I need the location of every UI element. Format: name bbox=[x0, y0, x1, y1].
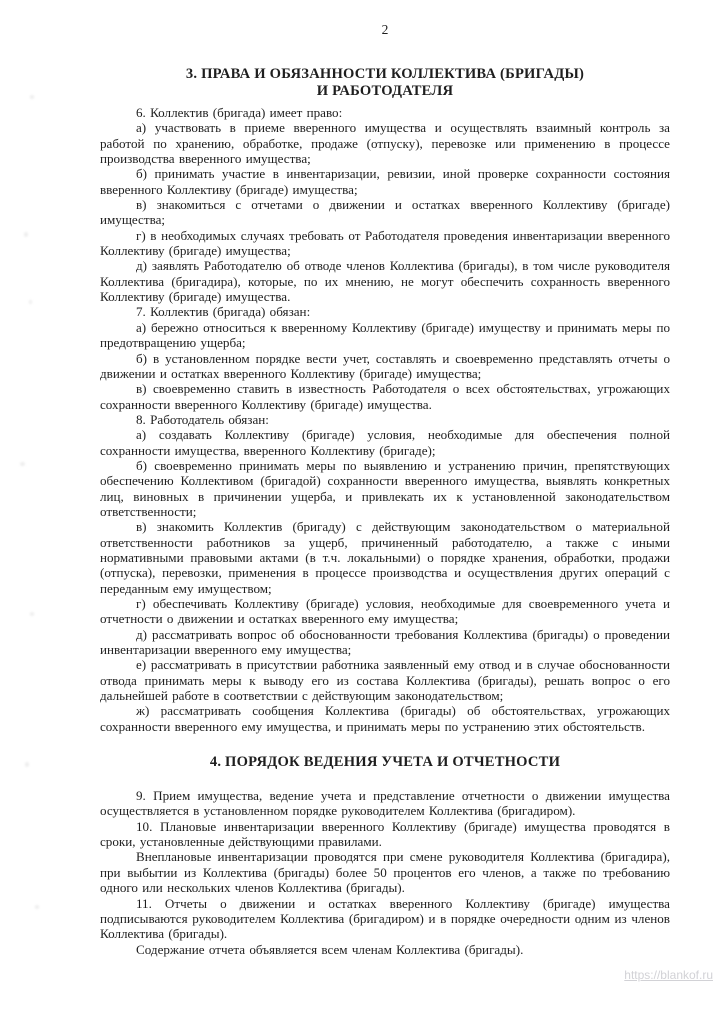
paragraph: 7. Коллектив (бригада) обязан: bbox=[136, 304, 311, 320]
paragraph: д) рассматривать вопрос об обоснованности требования Коллектива (бригады) о проведении инвентаризации вверенного ему имущества; bbox=[100, 626, 670, 658]
paragraph: а) бережно относиться к вверенному Коллективу (бригаде) имуществу и принимать меры по предотвращению ущерба; bbox=[100, 319, 670, 351]
paragraph: в) знакомиться с отчетами о движении и остатках вверенного Коллективу (бригаде) имущества; bbox=[100, 197, 670, 228]
paragraph: б) своевременно принимать меры по выявлению и устранению причин, препятствующих обеспечению Коллективом (бригадой) сохранности вверенного имущества, выявлять конкретных лиц, виновных в причинении ущерба, и привлекать их к установленной законодательством ответственности; bbox=[100, 457, 670, 519]
paragraph: а) создавать Коллективу (бригаде) условия, необходимые для обеспечения полной сохранности имущества, вверенного Коллективу (бригаде); bbox=[100, 427, 670, 458]
scan-speckle bbox=[30, 95, 34, 99]
scan-speckle bbox=[24, 232, 28, 237]
document-content bbox=[100, 22, 670, 957]
paragraph: г) обеспечивать Коллективу (бригаде) условия, необходимые для своевременного учета и отчетности о движении и остатках вверенного ему имущества; bbox=[100, 596, 670, 627]
paragraph: 10. Плановые инвентаризации вверенного Коллективу (бригаде) имущества проводятся в сроки, установленные действующими правилами. bbox=[100, 818, 670, 850]
paragraph: г) в необходимых случаях требовать от Работодателя проведения инвентаризации вверенного Коллективу (бригаде) имущества; bbox=[100, 227, 670, 259]
paragraph: 6. Коллектив (бригада) имеет право: bbox=[136, 105, 343, 120]
paragraph: 8. Работодатель обязан: bbox=[136, 411, 269, 427]
page-number: 2 bbox=[381, 22, 389, 37]
section-heading-line: 4. ПОРЯДОК ВЕДЕНИЯ УЧЕТА И ОТЧЕТНОСТИ bbox=[209, 754, 561, 771]
scan-speckle bbox=[20, 462, 25, 466]
scan-speckle bbox=[25, 762, 29, 767]
paragraph: е) рассматривать в присутствии работника заявленный ему отвод и в случае обоснованности отвода принимать меры к выводу его из состава Коллектива (бригады), решать вопрос о его дальнейшей работе в соответствии с действующим законодательством; bbox=[100, 657, 670, 704]
section-heading bbox=[100, 66, 670, 100]
paragraph: в) знакомить Коллектив (бригаду) с действующим законодательством о материальной ответственности работников за ущерб, причиненный работодателю, а также с иными нормативными правовыми актами (в т.ч. локальными) о порядке хранения, обработки, продажи (отпуска), перевозки, применения в процессе производства и осуществления других операций с переданным ему имуществом; bbox=[100, 519, 670, 596]
section-heading bbox=[100, 754, 670, 771]
scan-speckle bbox=[30, 612, 34, 616]
scan-speckle bbox=[35, 905, 39, 909]
paragraph: 11. Отчеты о движении и остатках вверенного Коллективу (бригаде) имущества подписываются руководителем Коллектива (бригадиром) и в порядке очередности одним из членов Коллектива (бригады). bbox=[100, 895, 670, 942]
document-body bbox=[100, 66, 670, 957]
paragraph: в) своевременно ставить в известность Работодателя о всех обстоятельствах, угрожающих сохранности вверенного Коллективу (бригаде) имущества. bbox=[100, 381, 670, 412]
paragraph: Содержание отчета объявляется всем членам Коллектива (бригады). bbox=[136, 941, 524, 957]
paragraph: ж) рассматривать сообщения Коллектива (бригады) об обстоятельствах, угрожающих сохранности вверенного ему имущества, и принимать меры по устранению этих обстоятельств. bbox=[100, 703, 670, 734]
paragraph: а) участвовать в приеме вверенного имущества и осуществлять взаимный контроль за работой по хранению, обработке, продаже (отпуску), перевозке или применению в процессе производства вверенного имущества; bbox=[100, 120, 670, 167]
paragraph: Внеплановые инвентаризации проводятся при смене руководителя Коллектива (бригадира), при выбытии из Коллектива (бригады) более 50 процентов его членов, а также по требованию одного или нескольких членов Коллектива (бригады). bbox=[100, 849, 670, 896]
watermark-link[interactable]: https://blankof.ru bbox=[624, 968, 713, 982]
paragraph: б) в установленном порядке вести учет, составлять и своевременно представлять отчеты о движении и остатках вверенного Коллективу (бригаде) имущества; bbox=[100, 350, 670, 381]
paragraph: д) заявлять Работодателю об отводе членов Коллектива (бригады), в том числе руководителя Коллектива (бригадира), которые, по их мнению, не могут обеспечить сохранность вверенного Коллективу (бригаде) имущества. bbox=[100, 258, 670, 305]
paragraph: 9. Прием имущества, ведение учета и представление отчетности о движении имущества осуществляется в установленном порядке руководителем Коллектива (бригадиром). bbox=[100, 788, 670, 819]
scan-speckle bbox=[29, 300, 32, 304]
section-heading-line: И РАБОТОДАТЕЛЯ bbox=[316, 83, 454, 99]
section-heading-line: 3. ПРАВА И ОБЯЗАННОСТИ КОЛЛЕКТИВА (БРИГАДЫ) bbox=[185, 66, 585, 82]
paragraph: б) принимать участие в инвентаризации, ревизии, иной проверке сохранности состояния вверенного Коллективу (бригаде) имущества; bbox=[100, 166, 670, 197]
